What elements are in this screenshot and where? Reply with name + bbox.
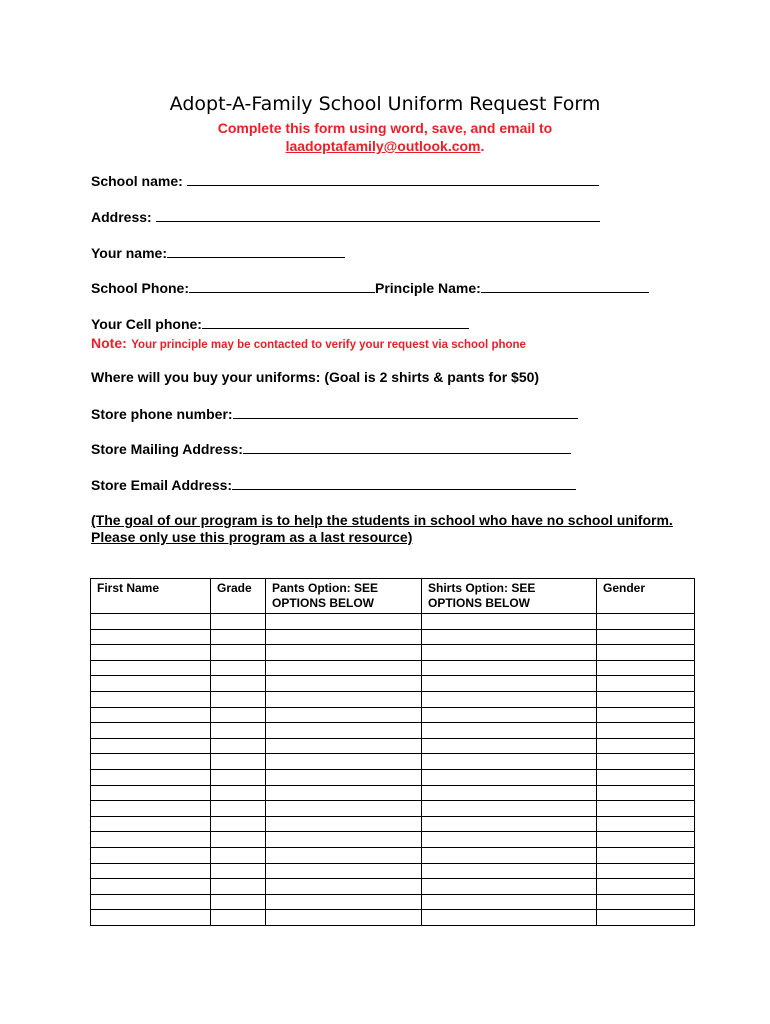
table-cell[interactable] <box>597 801 695 817</box>
table-cell[interactable] <box>91 691 211 707</box>
student-roster-table <box>90 578 695 926</box>
store-mailing-label: Store Mailing Address: <box>91 441 243 457</box>
table-row <box>91 660 695 676</box>
table-cell[interactable] <box>91 847 211 863</box>
table-row <box>91 816 695 832</box>
table-cell[interactable] <box>422 879 597 895</box>
table-cell[interactable] <box>91 910 211 926</box>
table-cell[interactable] <box>597 723 695 739</box>
table-cell[interactable] <box>211 754 266 770</box>
table-cell[interactable] <box>91 863 211 879</box>
table-cell[interactable] <box>597 879 695 895</box>
table-row <box>91 785 695 801</box>
table-cell[interactable] <box>422 723 597 739</box>
table-row <box>91 754 695 770</box>
buy-uniforms-row <box>91 369 539 385</box>
school-phone-label: School Phone: <box>91 280 189 296</box>
table-cell[interactable] <box>266 832 422 848</box>
table-cell[interactable] <box>597 754 695 770</box>
table-cell[interactable] <box>211 894 266 910</box>
table-row <box>91 769 695 785</box>
table-cell[interactable] <box>266 723 422 739</box>
table-cell[interactable] <box>211 769 266 785</box>
store-phone-row <box>91 405 578 422</box>
table-cell[interactable] <box>91 769 211 785</box>
table-row <box>91 894 695 910</box>
table-cell[interactable] <box>266 863 422 879</box>
table-cell[interactable] <box>422 847 597 863</box>
principle-name-field[interactable] <box>481 279 649 293</box>
table-cell[interactable] <box>91 754 211 770</box>
table-cell[interactable] <box>211 645 266 661</box>
table-cell[interactable] <box>91 785 211 801</box>
table-cell[interactable] <box>422 863 597 879</box>
school-name-field[interactable] <box>187 172 599 186</box>
table-cell[interactable] <box>91 723 211 739</box>
table-cell[interactable] <box>211 629 266 645</box>
table-cell[interactable] <box>422 801 597 817</box>
table-cell[interactable] <box>266 801 422 817</box>
table-cell[interactable] <box>597 769 695 785</box>
table-cell[interactable] <box>266 847 422 863</box>
table-cell[interactable] <box>266 707 422 723</box>
table-cell[interactable] <box>211 801 266 817</box>
table-cell[interactable] <box>422 754 597 770</box>
table-cell[interactable] <box>91 614 211 630</box>
note <box>91 335 526 353</box>
table-row <box>91 691 695 707</box>
table-cell[interactable] <box>422 894 597 910</box>
table-cell[interactable] <box>91 894 211 910</box>
table-cell[interactable] <box>266 816 422 832</box>
table-row <box>91 723 695 739</box>
table-cell[interactable] <box>422 660 597 676</box>
table-cell[interactable] <box>211 879 266 895</box>
table-cell[interactable] <box>422 738 597 754</box>
email-link[interactable]: laadoptafamily@outlook.com <box>285 138 481 154</box>
table-cell[interactable] <box>266 738 422 754</box>
table-row <box>91 614 695 630</box>
table-cell[interactable] <box>597 676 695 692</box>
table-cell[interactable] <box>211 785 266 801</box>
table-cell[interactable] <box>597 614 695 630</box>
table-cell[interactable] <box>266 645 422 661</box>
store-email-row <box>91 476 576 493</box>
table-header-row <box>91 579 695 614</box>
table-cell[interactable] <box>266 676 422 692</box>
header-pants-option: Pants Option: SEE OPTIONS BELOW <box>266 579 422 614</box>
your-name-label: Your name: <box>91 245 167 261</box>
table-cell[interactable] <box>266 754 422 770</box>
table-cell[interactable] <box>91 738 211 754</box>
table-cell[interactable] <box>422 816 597 832</box>
table-body <box>91 614 695 926</box>
table-cell[interactable] <box>211 707 266 723</box>
table-cell[interactable] <box>422 691 597 707</box>
header-grade: Grade <box>211 579 266 614</box>
table-cell[interactable] <box>91 801 211 817</box>
table-cell[interactable] <box>91 879 211 895</box>
table-cell[interactable] <box>422 645 597 661</box>
table-cell[interactable] <box>597 645 695 661</box>
table-cell[interactable] <box>211 723 266 739</box>
your-name-row <box>91 244 345 261</box>
table-cell[interactable] <box>91 816 211 832</box>
table-row <box>91 629 695 645</box>
table-row <box>91 847 695 863</box>
cell-phone-field[interactable] <box>202 315 469 329</box>
table-cell[interactable] <box>211 738 266 754</box>
principle-name-label: Principle Name: <box>375 280 481 296</box>
table-row <box>91 879 695 895</box>
instructions-line: Complete this form using word, save, and email to <box>217 120 553 136</box>
table-cell[interactable] <box>91 629 211 645</box>
cell-phone-row <box>91 315 469 332</box>
header-gender: Gender <box>597 579 695 614</box>
table-row <box>91 676 695 692</box>
table-cell[interactable] <box>266 629 422 645</box>
table-cell[interactable] <box>597 691 695 707</box>
table-cell[interactable] <box>422 832 597 848</box>
table-cell[interactable] <box>211 660 266 676</box>
table-cell[interactable] <box>422 614 597 630</box>
table-row <box>91 801 695 817</box>
table-cell[interactable] <box>422 676 597 692</box>
table-cell[interactable] <box>266 785 422 801</box>
school-name-row <box>91 172 599 189</box>
table-cell[interactable] <box>91 707 211 723</box>
address-label: Address: <box>91 209 152 225</box>
note-label: Note: <box>91 335 127 351</box>
table-cell[interactable] <box>422 785 597 801</box>
table-cell[interactable] <box>266 910 422 926</box>
table-cell[interactable] <box>266 614 422 630</box>
table-cell[interactable] <box>597 738 695 754</box>
address-row <box>91 208 600 225</box>
address-field[interactable] <box>156 208 600 222</box>
cell-phone-label: Your Cell phone: <box>91 316 202 332</box>
store-mailing-field[interactable] <box>243 440 571 454</box>
table-cell[interactable] <box>266 879 422 895</box>
form-title: Adopt-A-Family School Uniform Request Form <box>169 93 601 115</box>
table-row <box>91 645 695 661</box>
table-row <box>91 832 695 848</box>
table-cell[interactable] <box>597 910 695 926</box>
table-cell[interactable] <box>91 832 211 848</box>
table-row <box>91 738 695 754</box>
table-cell[interactable] <box>597 629 695 645</box>
table-cell[interactable] <box>597 847 695 863</box>
table-cell[interactable] <box>597 863 695 879</box>
table-cell[interactable] <box>211 691 266 707</box>
table-cell[interactable] <box>266 769 422 785</box>
email-suffix: . <box>480 138 485 154</box>
table-cell[interactable] <box>422 910 597 926</box>
table-cell[interactable] <box>597 832 695 848</box>
store-phone-label: Store phone number: <box>91 406 233 422</box>
store-mailing-row <box>91 440 571 457</box>
store-phone-field[interactable] <box>233 405 578 419</box>
table-cell[interactable] <box>422 707 597 723</box>
table-cell[interactable] <box>211 910 266 926</box>
header-shirts-option: Shirts Option: SEE OPTIONS BELOW <box>422 579 597 614</box>
note-text: Your principle may be contacted to verify your request via school phone <box>131 339 526 351</box>
table-cell[interactable] <box>211 816 266 832</box>
table-cell[interactable] <box>597 816 695 832</box>
table-row <box>91 707 695 723</box>
table-cell[interactable] <box>91 660 211 676</box>
table-cell[interactable] <box>91 676 211 692</box>
table-cell[interactable] <box>422 769 597 785</box>
store-email-label: Store Email Address: <box>91 477 233 493</box>
table-cell[interactable] <box>266 660 422 676</box>
table-cell[interactable] <box>597 785 695 801</box>
table-row <box>91 910 695 926</box>
header-first-name: First Name <box>91 579 211 614</box>
school-name-label: School name: <box>91 173 183 189</box>
table-cell[interactable] <box>266 691 422 707</box>
school-phone-row <box>91 279 649 296</box>
table-cell[interactable] <box>422 629 597 645</box>
table-cell[interactable] <box>211 847 266 863</box>
table-cell[interactable] <box>211 676 266 692</box>
instructions-email-line <box>0 138 770 154</box>
table-cell[interactable] <box>211 863 266 879</box>
table-cell[interactable] <box>597 894 695 910</box>
buy-uniforms-label: Where will you buy your uniforms: (Goal is 2 shirts & pants for $50) <box>91 369 540 385</box>
table-cell[interactable] <box>266 894 422 910</box>
school-phone-field[interactable] <box>189 279 375 293</box>
table-row <box>91 863 695 879</box>
program-goal-note: (The goal of our program is to help the students in school who have no school uniform. Please only use this program as a last resource) <box>91 512 673 545</box>
table-cell[interactable] <box>597 660 695 676</box>
table-cell[interactable] <box>211 832 266 848</box>
store-email-field[interactable] <box>232 476 576 490</box>
your-name-field[interactable] <box>167 244 345 258</box>
table-cell[interactable] <box>91 645 211 661</box>
table-cell[interactable] <box>211 614 266 630</box>
table-cell[interactable] <box>597 707 695 723</box>
